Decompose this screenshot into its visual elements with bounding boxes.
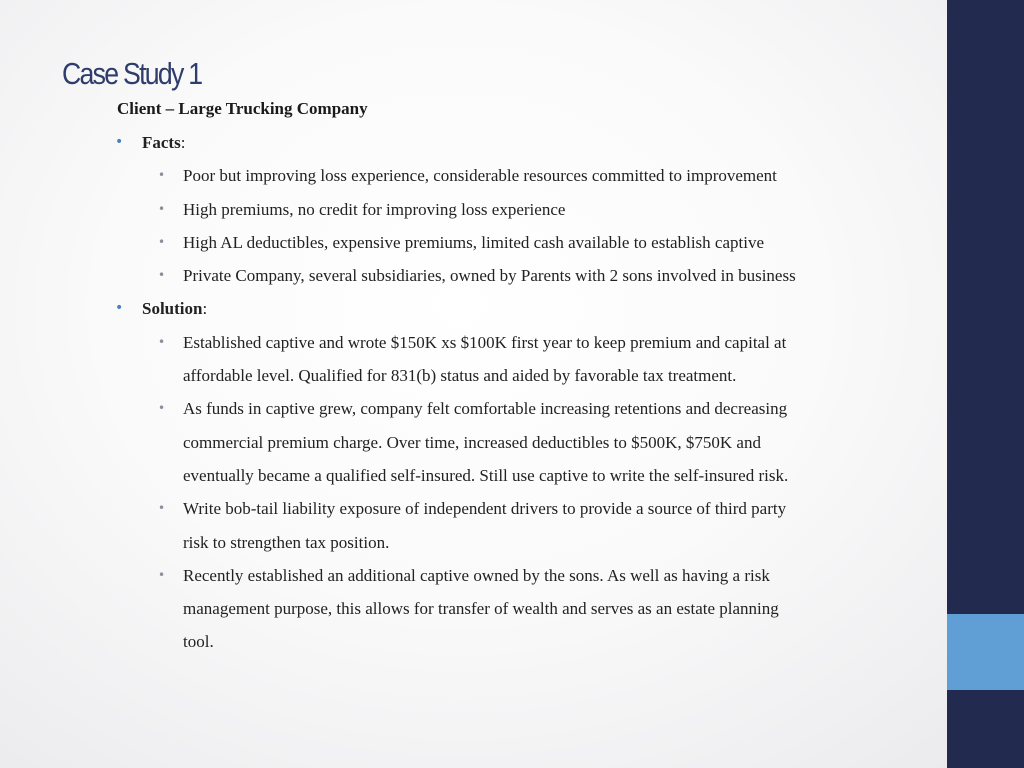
bullet-icon: • — [115, 300, 124, 317]
bullet-icon: • — [158, 567, 166, 582]
bullet-icon: • — [158, 501, 166, 516]
bullet-icon: • — [158, 334, 166, 349]
facts-item — [0, 159, 940, 192]
facts-item — [0, 193, 940, 226]
solution-item — [0, 326, 940, 393]
solution-heading: Solution — [142, 299, 203, 319]
slide-title: Case Study 1 — [62, 56, 202, 91]
slide-content — [0, 126, 940, 659]
bullet-icon: • — [158, 268, 166, 283]
facts-item — [0, 259, 940, 292]
solution-item — [0, 559, 940, 659]
facts-item-text: Private Company, several subsidiaries, owned by Parents with 2 sons involved in business — [183, 266, 796, 286]
solution-heading-item — [0, 292, 940, 325]
solution-item-text: Write bob-tail liability exposure of independent drivers to provide a source of third party risk to strengthen tax position. — [183, 499, 787, 552]
facts-item-text: Poor but improving loss experience, considerable resources committed to improvement — [183, 166, 777, 186]
solution-item-text: As funds in captive grew, company felt comfortable increasing retentions and decreasing commercial premium charge. Over time, increased deductibles to $500K, $750K and eventually became a qualified self-insured. Still use captive to write the self-insured risk. — [183, 399, 789, 485]
facts-heading-item — [0, 126, 940, 159]
facts-colon: : — [180, 133, 186, 152]
solution-item — [0, 492, 940, 559]
sidebar-accent-block — [947, 614, 1024, 690]
bullet-icon: • — [158, 201, 166, 216]
facts-item-text: High premiums, no credit for improving loss experience — [183, 199, 566, 219]
bullet-icon: • — [158, 234, 166, 249]
solution-item — [0, 392, 940, 492]
facts-item — [0, 226, 940, 259]
facts-item-text: High AL deductibles, expensive premiums, limited cash available to establish captive — [183, 232, 764, 252]
client-line: Client – Large Trucking Company — [117, 99, 368, 118]
solution-item-text: Recently established an additional captive owned by the sons. As well as having a risk management purpose, this allows for transfer of wealth and serves as an estate planning tool. — [183, 565, 779, 652]
solution-colon: : — [202, 299, 208, 319]
facts-heading: Facts — [142, 133, 181, 152]
bullet-icon: • — [158, 168, 166, 183]
bullet-icon: • — [158, 401, 166, 416]
solution-item-text: Established captive and wrote $150K xs $100K first year to keep premium and capital at affordable level. Qualified for 831(b) status and aided by favorable tax treatment. — [183, 332, 787, 386]
bullet-icon: • — [115, 134, 124, 150]
